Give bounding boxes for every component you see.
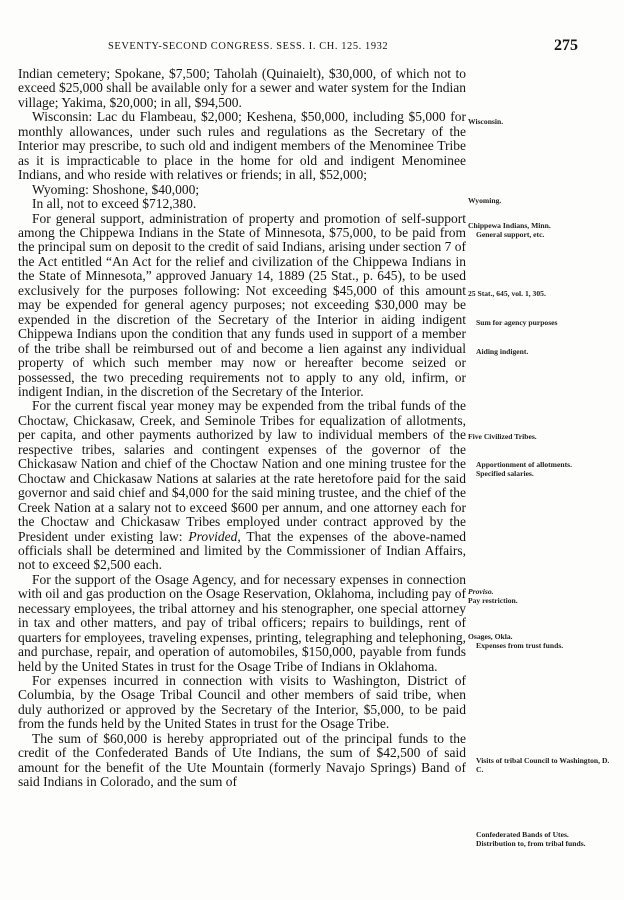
running-head: SEVENTY-SECOND CONGRESS. SESS. I. CH. 125. 1932 [108, 41, 389, 52]
margin-note [468, 756, 614, 774]
margin-note-line: Visits of tribal Council to Washington, D. C. [476, 756, 610, 774]
paragraph: Indian cemetery; Spokane, $7,500; Taholah (Quinaielt), $30,000, of which not to exceed $25,000 shall be available only for a sewer and water system for the Indian village; Yakima, $20,000; in all, $94,500. [18, 66, 466, 110]
margin-note-line: Osages, Okla. [468, 632, 513, 641]
page-number: 275 [554, 37, 578, 54]
margin-note-line: Proviso. [468, 587, 494, 596]
paragraph: For expenses incurred in connection with visits to Washington, District of Columbia, by the Osage Tribal Council and other members of said tribe, when duly authorized or approved by the Secretary of the Interior, $5,000, to be paid from the funds held by the United States in trust for the Osage Tribe. [18, 673, 466, 732]
margin-note-line: Chippewa Indians, Minn. [468, 221, 551, 230]
margin-note [468, 830, 614, 848]
paragraph: In all, not to exceed $712,380. [32, 196, 197, 212]
margin-note-line: Pay restriction. [468, 596, 518, 605]
proviso-word: Provided, [188, 528, 241, 544]
paragraph: For general support, administration of property and promotion of self-support among the Chippewa Indians in the State of Minnesota, $75,000, to be paid from the principal sum on deposit to the credit of said Indians, arising under section 7 of the Act entitled “An Act for the relief and civilization of the Chippewa Indians in the State of Minnesota,” approved January 14, 1889 (25 Stat., p. 645), to be used exclusively for the purposes following: Not exceeding $45,000 of this amount may be expended for general agency purposes; not exceeding $30,000 may be expended in the discretion of the Secretary of the Interior in aiding indigent Chippewa Indians upon the condition that any funds used in support of a member of the tribe shall be reimbursed out of and become a lien against any individual property of which such member may now or hereafter become seized or possessed, the two preceding requirements not to apply to any old, infirm, or indigent Indian, in the discretion of the Secretary of the Interior. [18, 210, 466, 399]
paragraph-text: That the expenses of the above-named officials shall be determined and limited by the Commissioner of Indian Affairs, not to exceed $2,500 each. [18, 528, 466, 573]
margin-note [468, 632, 614, 650]
paragraph-text: For the current fiscal year money may be expended from the tribal funds of the Choctaw, Chickasaw, Creek, and Seminole Tribes for equalization of allotments, per capita, and other payments authorized by law to individual members of the respective tribes, salaries and contingent expenses of the governor of the Chickasaw Nation and chief of the Choctaw Nation and one mining trustee for the Choctaw and Chickasaw Nations at salaries at the rate heretofore paid for the said governor and said chief and $4,000 for the said mining trustee, and the chief of the Creek Nation at a salary not to exceed $600 per annum, and one attorney each for the Choctaw and Chickasaw Tribes employed under contract approved by the President under existing law: [18, 398, 466, 544]
page-header [18, 39, 608, 59]
paragraph: Wisconsin: Lac du Flambeau, $2,000; Keshena, $50,000, including $5,000 for monthly allowances, under such rules and regulations as the Secretary of the Interior may prescribe, to such old and indigent members of the Menominee Tribe as it is impracticable to place in the home for old and indigent Menominee Indians, and who reside with relatives or friends; in all, $52,000; [18, 109, 466, 183]
margin-note-line: Sum for agency purposes [476, 318, 558, 327]
margin-note-line: Specified salaries. [476, 469, 534, 478]
margin-note-line: Expenses from trust funds. [476, 641, 564, 650]
paragraph: The sum of $60,000 is hereby appropriated out of the principal funds to the credit of the Confederated Bands of Ute Indians, the sum of $42,500 of said amount for the benefit of the Ute Mountain (formerly Navajo Springs) Band of said Indians in Colorado, and the sum of [18, 730, 466, 790]
paragraph: Wyoming: Shoshone, $40,000; [32, 181, 200, 197]
margin-note-line: General support, etc. [476, 230, 545, 239]
margin-note [468, 460, 614, 478]
margin-note [468, 318, 614, 327]
body-text [18, 67, 466, 790]
margin-note [468, 196, 614, 205]
margin-note [468, 289, 614, 298]
paragraph: For the support of the Osage Agency, and for necessary expenses in connection with oil and gas production on the Osage Reservation, Oklahoma, including pay of necessary employees, the tribal attorney and his stenographer, one special attorney in tax and other matters, and pay of tribal officers; repairs to buildings, rent of quarters for employees, traveling expenses, printing, telegraphing and telephoning, and purchase, repair, and operation of automobiles, $150,000, payable from funds held by the United States in trust for the Osage Tribe of Indians in Oklahoma. [18, 571, 466, 674]
margin-note [468, 587, 614, 605]
margin-note-line: Wisconsin. [468, 117, 504, 126]
margin-note-line: Aiding indigent. [476, 347, 529, 356]
margin-note [468, 221, 614, 239]
margin-note-line: Distribution to, from tribal funds. [476, 839, 586, 848]
margin-note [468, 432, 614, 441]
margin-note [468, 117, 614, 126]
margin-note-line: Five Civilized Tribes. [468, 432, 537, 441]
margin-note-line: Wyoming. [468, 196, 502, 205]
margin-note [468, 347, 614, 356]
margin-note-line: Apportionment of allotments. [476, 460, 572, 469]
margin-note-line: 25 Stat., 645, vol. 1, 305. [468, 289, 546, 298]
margin-note-line: Confederated Bands of Utes. [476, 830, 569, 839]
paragraph [18, 399, 466, 572]
